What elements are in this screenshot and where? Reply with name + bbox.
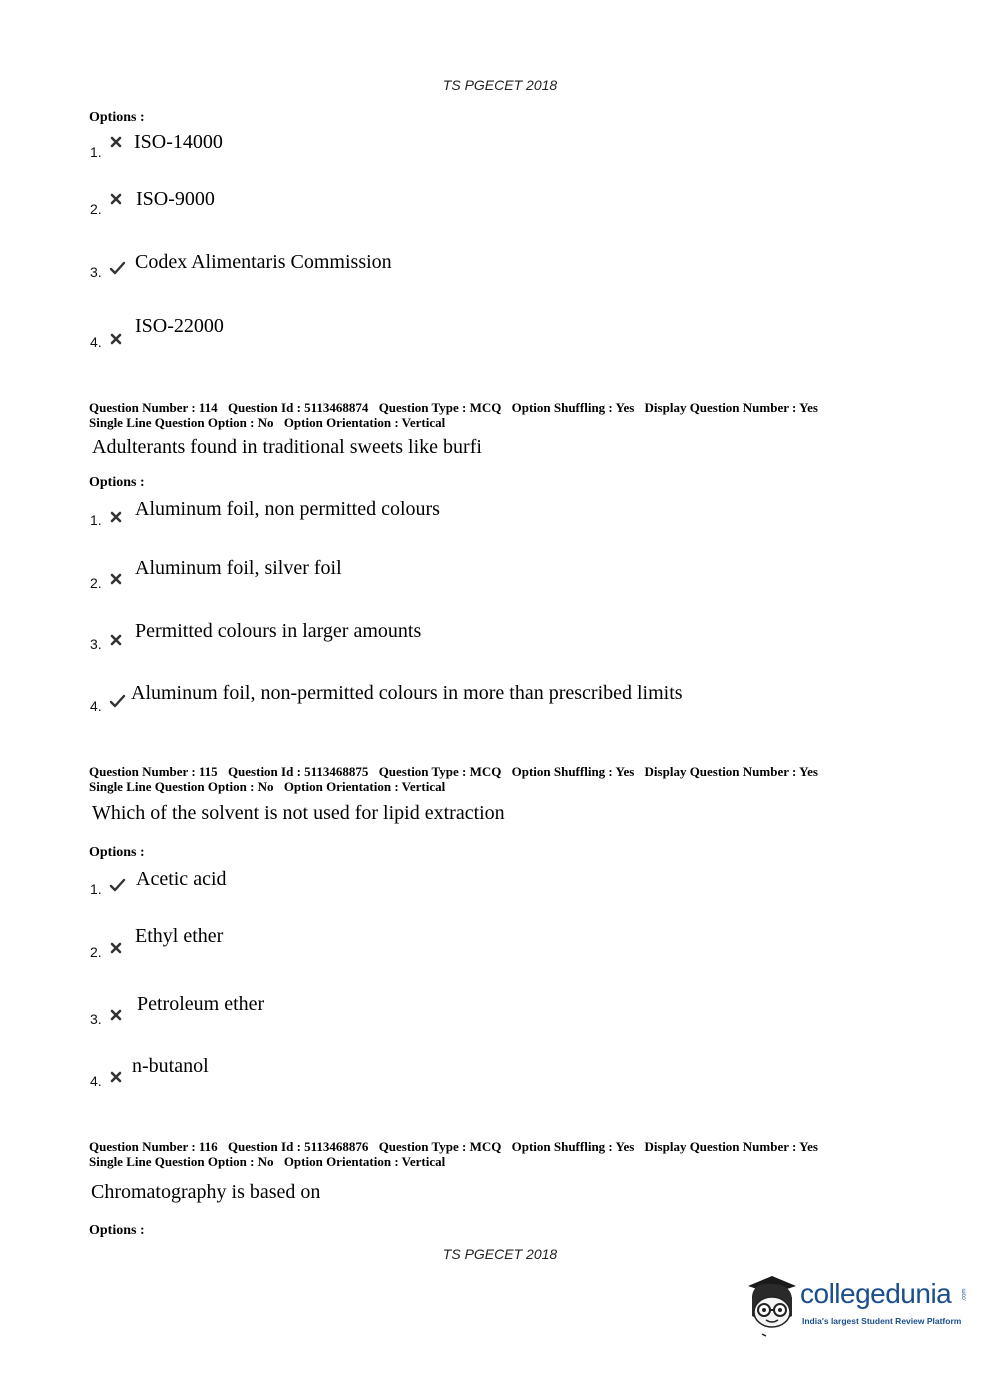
option-shuffling: Option Shuffling : Yes <box>511 1139 635 1154</box>
check-icon <box>109 878 126 892</box>
logo-brand-text: collegedunia <box>800 1278 952 1309</box>
options-label: Options : <box>89 1223 145 1238</box>
check-icon <box>109 261 126 275</box>
question-number: Question Number : 115 <box>89 764 218 779</box>
option-text: ISO-14000 <box>134 131 223 153</box>
option-number: 4. <box>90 698 102 714</box>
q114-question-text: Adulterants found in traditional sweets like burfi <box>92 436 482 458</box>
cross-icon <box>109 633 123 647</box>
metadata-line-1 <box>89 1140 919 1155</box>
metadata-line-1 <box>89 765 919 780</box>
q116-metadata <box>89 1140 919 1169</box>
single-line-option: Single Line Question Option : No <box>89 1153 274 1169</box>
collegedunia-logo[interactable] <box>742 1272 972 1342</box>
question-id: Question Id : 5113468876 <box>227 1139 369 1154</box>
option-number: 3. <box>90 264 102 280</box>
single-line-option: Single Line Question Option : No <box>89 414 274 430</box>
option-text: Acetic acid <box>136 868 227 890</box>
option-number: 2. <box>90 575 102 591</box>
option-number: 2. <box>90 201 102 217</box>
metadata-line-2 <box>89 416 919 431</box>
option-text: Permitted colours in larger amounts <box>135 620 422 642</box>
cross-icon <box>109 941 123 955</box>
option-number: 1. <box>90 881 102 897</box>
option-number: 4. <box>90 334 102 350</box>
cross-icon <box>109 332 123 346</box>
option-text: Aluminum foil, silver foil <box>135 557 342 579</box>
question-number: Question Number : 116 <box>89 1139 218 1154</box>
option-text: ISO-9000 <box>136 188 215 210</box>
option-number: 1. <box>90 144 102 160</box>
option-text: Aluminum foil, non-permitted colours in more than prescribed limits <box>131 682 683 704</box>
metadata-line-1 <box>89 401 919 416</box>
option-text: Petroleum ether <box>137 993 265 1015</box>
option-number: 3. <box>90 636 102 652</box>
question-id: Question Id : 5113468874 <box>227 400 369 415</box>
page-footer: TS PGECET 2018 <box>442 1246 558 1262</box>
cross-icon <box>109 1008 123 1022</box>
q116-question-text: Chromatography is based on <box>91 1181 321 1203</box>
metadata-line-2 <box>89 1155 919 1170</box>
display-question-number: Display Question Number : Yes <box>644 400 818 415</box>
q115-question-text: Which of the solvent is not used for lipid extraction <box>92 802 505 824</box>
metadata-line-2 <box>89 780 919 795</box>
cross-icon <box>109 1070 123 1084</box>
option-number: 1. <box>90 512 102 528</box>
logo-tagline: India's largest Student Review Platform <box>802 1316 962 1326</box>
options-label: Options : <box>89 475 145 490</box>
question-type: Question Type : MCQ <box>378 764 502 779</box>
page-header: TS PGECET 2018 <box>442 77 558 93</box>
option-text: n-butanol <box>132 1055 209 1077</box>
cross-icon <box>109 135 123 149</box>
option-number: 4. <box>90 1073 102 1089</box>
option-orientation: Option Orientation : Vertical <box>283 414 446 430</box>
cross-icon <box>109 192 123 206</box>
question-type: Question Type : MCQ <box>378 1139 502 1154</box>
option-text: Codex Alimentaris Commission <box>135 251 392 273</box>
option-shuffling: Option Shuffling : Yes <box>511 764 635 779</box>
display-question-number: Display Question Number : Yes <box>644 764 818 779</box>
question-number: Question Number : 114 <box>89 400 218 415</box>
option-text: Ethyl ether <box>135 925 224 947</box>
option-text: ISO-22000 <box>135 315 224 337</box>
question-type: Question Type : MCQ <box>378 400 502 415</box>
options-label: Options : <box>89 845 145 860</box>
display-question-number: Display Question Number : Yes <box>644 1139 818 1154</box>
option-number: 3. <box>90 1011 102 1027</box>
cross-icon <box>109 572 123 586</box>
options-label: Options : <box>89 110 145 125</box>
option-shuffling: Option Shuffling : Yes <box>511 400 635 415</box>
cross-icon <box>109 510 123 524</box>
q115-metadata <box>89 765 919 794</box>
q114-metadata <box>89 401 919 430</box>
single-line-option: Single Line Question Option : No <box>89 778 274 794</box>
option-text: Aluminum foil, non permitted colours <box>135 498 440 520</box>
question-id: Question Id : 5113468875 <box>227 764 369 779</box>
option-orientation: Option Orientation : Vertical <box>283 1153 446 1169</box>
option-number: 2. <box>90 944 102 960</box>
check-icon <box>109 694 126 708</box>
mascot-icon <box>742 1272 800 1338</box>
logo-suffix: .com <box>961 1288 968 1302</box>
option-orientation: Option Orientation : Vertical <box>283 778 446 794</box>
